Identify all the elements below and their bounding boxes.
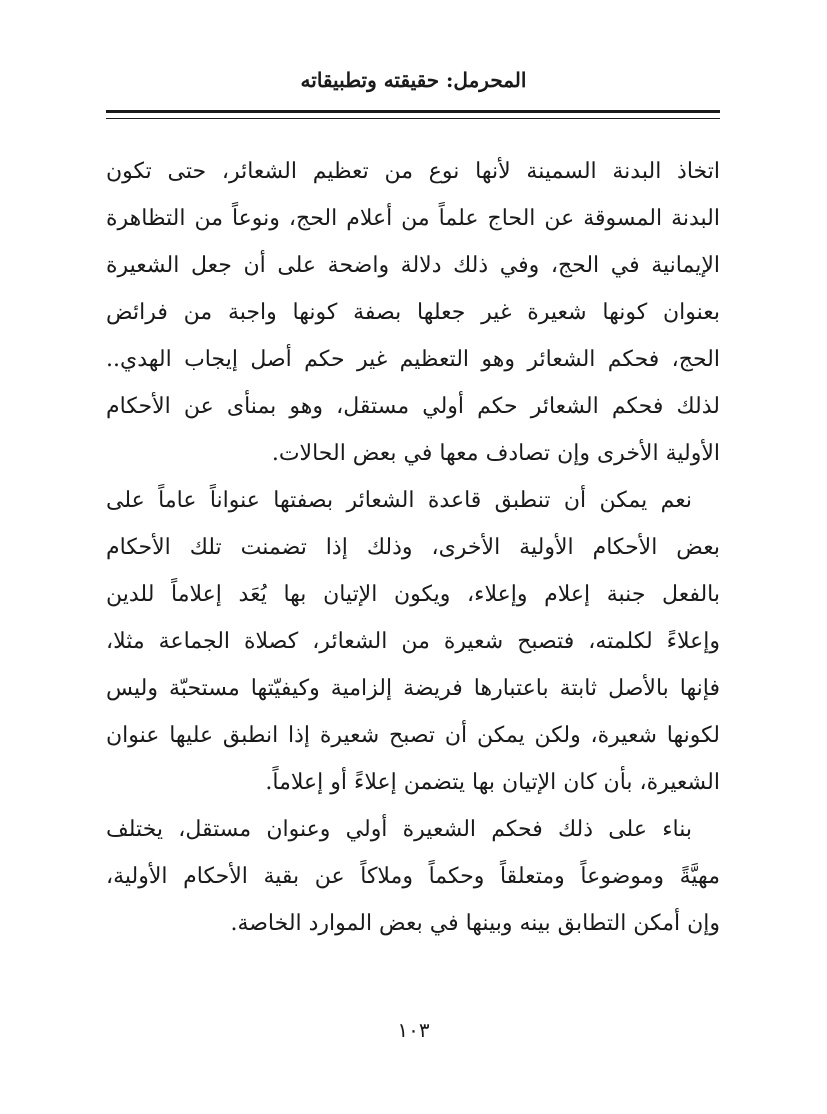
text-line: الإيمانية في الحج، وفي ذلك دلالة واضحة على أن جعل الشعيرة [106, 253, 720, 278]
text-line: بعض الأحكام الأولية الأخرى، وذلك إذا تضمنت تلك الأحكام [106, 535, 720, 560]
text-line: اتخاذ البدنة السمينة لأنها نوع من تعظيم الشعائر، حتى تكون [106, 159, 720, 184]
running-header-title: المحرمل: حقيقته وتطبيقاته [300, 68, 527, 92]
header-rule-thick [106, 110, 720, 113]
text-line: البدنة المسوقة عن الحاج علماً من أعلام الحج، ونوعاً من التظاهرة [106, 206, 720, 231]
page-number: ١٠٣ [397, 1018, 430, 1042]
text-line: الحج، فحكم الشعائر وهو التعظيم غير حكم أصل إيجاب الهدي.. [106, 347, 720, 372]
text-line: لذلك فحكم الشعائر حكم أولي مستقل، وهو بمنأى عن الأحكام [106, 394, 720, 419]
body-text [106, 148, 720, 947]
text-line: بناء على ذلك فحكم الشعيرة أولي وعنوان مستقل، يختلف [106, 817, 692, 842]
text-line: الشعيرة، بأن كان الإتيان بها يتضمن إعلاءً أو إعلاماً. [265, 770, 720, 795]
paragraph-3 [106, 806, 720, 947]
text-line: مهيَّةً وموضوعاً ومتعلقاً وحكماً وملاكاً عن بقية الأحكام الأولية، [106, 864, 720, 889]
paragraph-1 [106, 148, 720, 477]
text-line: فإنها بالأصل ثابتة باعتبارها فريضة إلزامية وكيفيّتها مستحبّة وليس [106, 676, 720, 701]
text-line: نعم يمكن أن تنطبق قاعدة الشعائر بصفتها عنواناً عاماً على [106, 488, 692, 513]
text-line: وإعلاءً لكلمته، فتصبح شعيرة من الشعائر، كصلاة الجماعة مثلا، [106, 629, 720, 654]
text-line: بالفعل جنبة إعلام وإعلاء، ويكون الإتيان بها يُعَد إعلاماً للدين [106, 582, 720, 607]
text-line: الأولية الأخرى وإن تصادف معها في بعض الحالات. [271, 441, 720, 466]
text-line: لكونها شعيرة، ولكن يمكن أن تصبح شعيرة إذا انطبق عليها عنوان [106, 723, 720, 748]
text-line: وإن أمكن التطابق بينه وبينها في بعض الموارد الخاصة. [230, 911, 720, 936]
paragraph-2 [106, 477, 720, 806]
text-line: بعنوان كونها شعيرة غير جعلها بصفة كونها واجبة من فرائض [106, 300, 720, 325]
header-rule-thin [106, 118, 720, 119]
